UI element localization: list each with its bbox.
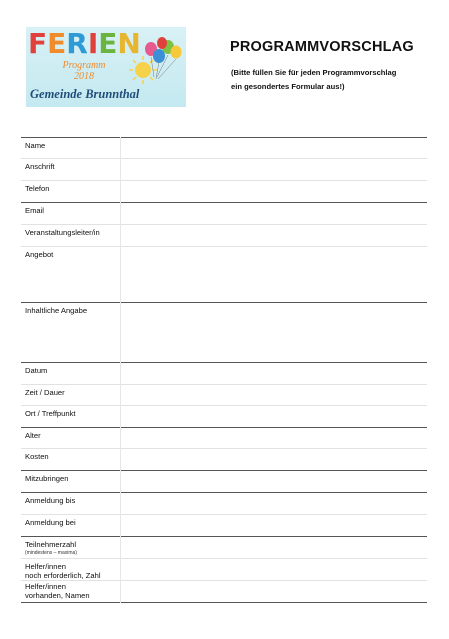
registration-deadline-field[interactable] [121, 493, 428, 515]
form-row-date [21, 363, 427, 385]
form-row-registration-contact [21, 515, 427, 537]
form-row-location [21, 406, 427, 428]
field-label [21, 581, 121, 603]
field-label-main: Teilnehmerzahl [25, 540, 77, 549]
form-row-age [21, 428, 427, 449]
phone-field[interactable] [121, 181, 428, 203]
form-row-address [21, 159, 427, 181]
field-label: Angebot [21, 247, 121, 303]
logo-footer: Gemeinde Brunnthal [30, 87, 140, 101]
field-label: Anschrift [21, 159, 121, 181]
location-field[interactable] [121, 406, 428, 428]
field-label: Name [21, 138, 121, 159]
field-label-hint: (mindestens – maxima) [25, 550, 77, 556]
participants-field[interactable] [121, 537, 428, 559]
email-field[interactable] [121, 203, 428, 225]
field-label: Email [21, 203, 121, 225]
form-row-email [21, 203, 427, 225]
helpers-needed-field[interactable] [121, 559, 428, 581]
form-row-name [21, 138, 427, 159]
page-title: PROGRAMMVORSCHLAG [230, 39, 414, 55]
form-row-helpers-needed [21, 559, 427, 581]
form-row-participants [21, 537, 427, 559]
field-label-line1: Helfer/innen [25, 562, 66, 571]
logo-subtitle: Programm 2018 [62, 60, 106, 82]
form-row-time [21, 385, 427, 406]
proposal-form [21, 137, 427, 603]
ferienprogramm-logo [26, 27, 186, 107]
field-label: Telefon [21, 181, 121, 203]
form-row-organizer [21, 225, 427, 247]
field-label: Alter [21, 428, 121, 449]
field-label [21, 559, 121, 581]
time-field[interactable] [121, 385, 428, 406]
field-label: Veranstaltungsleiter/in [21, 225, 121, 247]
field-label: Ort / Treffpunkt [21, 406, 121, 428]
name-field[interactable] [121, 138, 428, 159]
organizer-field[interactable] [121, 225, 428, 247]
helpers-available-field[interactable] [121, 581, 428, 603]
field-label-line2: noch erforderlich, Zahl [25, 571, 101, 580]
content-field[interactable] [121, 303, 428, 363]
form-row-registration-deadline [21, 493, 427, 515]
date-field[interactable] [121, 363, 428, 385]
field-label: Datum [21, 363, 121, 385]
address-field[interactable] [121, 159, 428, 181]
field-label: Mitzubringen [21, 471, 121, 493]
registration-contact-field[interactable] [121, 515, 428, 537]
cost-field[interactable] [121, 449, 428, 471]
field-label-line1: Helfer/innen [25, 582, 66, 591]
form-row-offer [21, 247, 427, 303]
field-label: Inhaltliche Angabe [21, 303, 121, 363]
logo-title: FERIEN [28, 27, 141, 60]
field-label-line2: vorhanden, Namen [25, 591, 90, 600]
form-row-content [21, 303, 427, 363]
form-row-bring [21, 471, 427, 493]
offer-field[interactable] [121, 247, 428, 303]
form-row-cost [21, 449, 427, 471]
field-label [21, 537, 121, 559]
form-row-helpers-available [21, 581, 427, 603]
field-label: Zeit / Dauer [21, 385, 121, 406]
age-field[interactable] [121, 428, 428, 449]
field-label: Anmeldung bei [21, 515, 121, 537]
field-label: Kosten [21, 449, 121, 471]
instruction-note: (Bitte füllen Sie für jeden Programmvorschlag ein gesondertes Formular aus!) [231, 68, 397, 91]
field-label: Anmeldung bis [21, 493, 121, 515]
form-row-phone [21, 181, 427, 203]
bring-field[interactable] [121, 471, 428, 493]
